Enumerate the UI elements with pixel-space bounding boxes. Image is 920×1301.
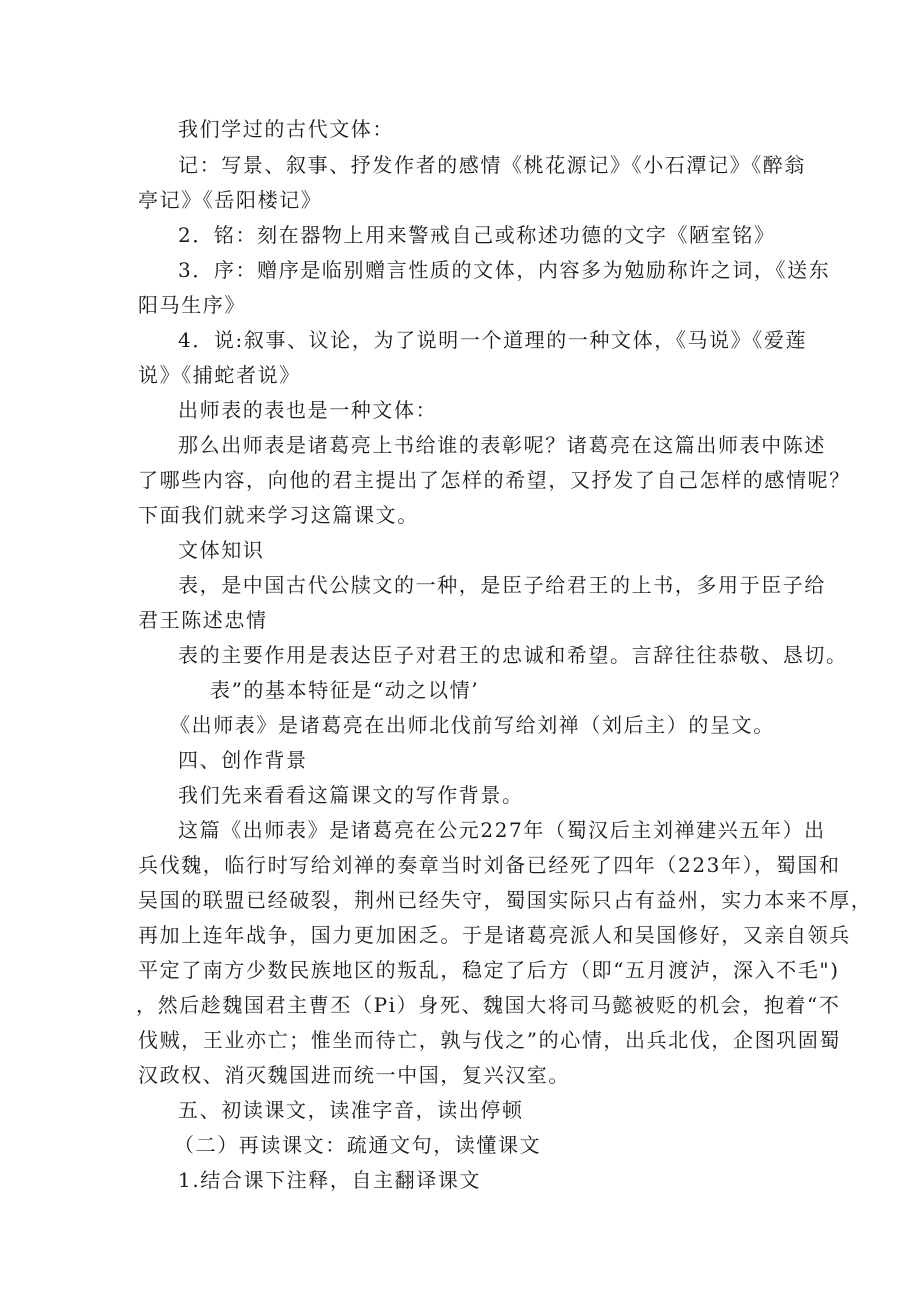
text-line: 我们先来看看这篇课文的写作背景。 — [178, 783, 524, 807]
text-line: 了哪些内容，向他的君主提出了怎样的希望，又抒发了自己怎样的感情呢？ — [138, 468, 851, 492]
text-line: 这篇《出师表》是诸葛亮在公元227年（蜀汉后主刘禅建兴五年）出 — [178, 818, 826, 842]
text-line: 君王陈述忠情 — [138, 608, 268, 632]
text-line: 平定了南方少数民族地区的叛乱，稳定了后方（即“五月渡泸，深入不毛") — [138, 958, 840, 982]
text-line: 1.结合课下注释，自主翻译课文 — [178, 1168, 482, 1192]
text-line: 兵伐魏，临行时写给刘禅的奏章当时刘备已经死了四年（223年），蜀国和 — [138, 853, 841, 877]
text-line: 再加上连年战争，国力更加困乏。于是诸葛亮派人和吴国修好，又亲自领兵 — [138, 923, 851, 947]
text-line: 表”的基本特征是“动之以情’ — [210, 678, 480, 702]
text-line: 吴国的联盟已经破裂，荆州已经失守，蜀国实际只占有益州，实力本来不厚， — [138, 888, 873, 912]
text-line: 说》《捕蛇者说》 — [138, 363, 301, 387]
text-line: 五、初读课文，读准字音，读出停顿 — [178, 1098, 524, 1122]
text-line: 4．说:叙事、议论，为了说明一个道理的一种文体，《马说》《爱莲 — [178, 328, 808, 352]
text-line: 表的主要作用是表达臣子对君王的忠诚和希望。言辞往往恭敬、恳切。 — [178, 643, 848, 667]
text-line: 亭记》《岳阳楼记》 — [138, 188, 323, 212]
text-line: 四、创作背景 — [178, 748, 308, 772]
text-line: 记：写景、叙事、抒发作者的感情《桃花源记》《小石潭记》《醉翁 — [178, 153, 806, 177]
text-line: 我们学过的古代文体： — [178, 117, 394, 141]
text-line: 阳马生序》 — [138, 293, 246, 317]
text-line: 文体知识 — [178, 538, 265, 562]
text-line: 表，是中国古代公牍文的一种，是臣子给君王的上书，多用于臣子给 — [178, 573, 826, 597]
text-line: 3．序：赠序是临别赠言性质的文体，内容多为勉励称许之词，《送东 — [178, 258, 831, 282]
text-line: 出师表的表也是一种文体： — [178, 398, 438, 422]
text-line: （二）再读课文：疏通文句，读懂课文 — [174, 1133, 542, 1157]
text-line: 2．铭：刻在器物上用来警戒自己或称述功德的文字《陋室铭》 — [178, 223, 776, 247]
text-line: 下面我们就来学习这篇课文。 — [138, 503, 419, 527]
text-line: 《出师表》是诸葛亮在出师北伐前写给刘禅（刘后主）的呈文。 — [170, 713, 775, 737]
text-line: 汉政权、消灭魏国进而统一中国，复兴汉室。 — [138, 1063, 570, 1087]
text-line: 伐贼，王业亦亡；惟坐而待亡，孰与伐之”的心情，出兵北伐，企图巩固蜀 — [138, 1028, 842, 1052]
text-line: ，然后趁魏国君主曹丕（Pi）身死、魏国大将司马懿被贬的机会，抱着“不 — [136, 993, 841, 1017]
text-line: 那么出师表是诸葛亮上书给谁的表彰呢？诸葛亮在这篇出师表中陈述 — [178, 433, 826, 457]
